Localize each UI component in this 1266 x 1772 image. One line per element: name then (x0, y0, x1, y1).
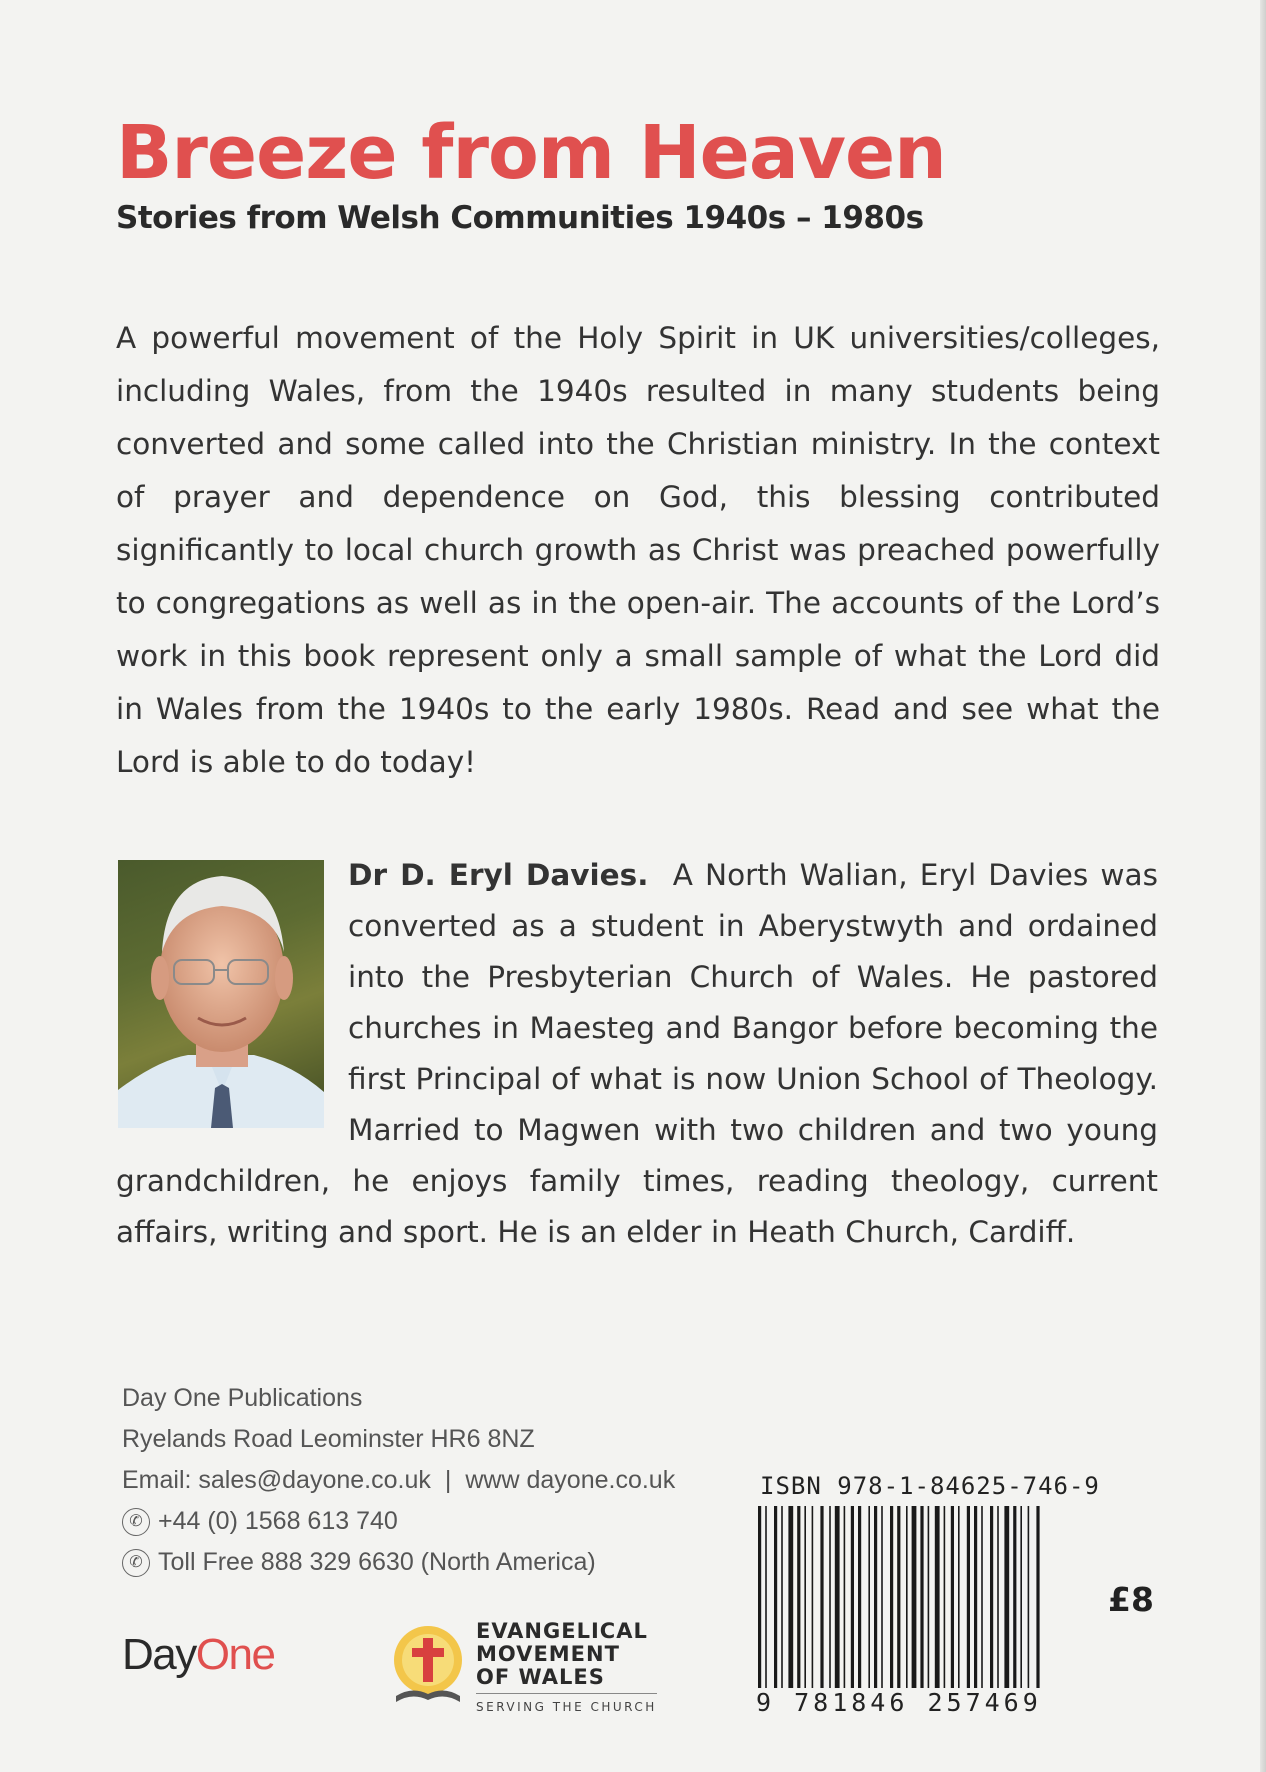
cover-edge (1260, 0, 1266, 1772)
separator: | (444, 1466, 452, 1494)
barcode-bar (788, 1506, 793, 1688)
barcode-bar (1004, 1506, 1009, 1688)
book-title: Breeze from Heaven (116, 110, 946, 196)
emw-line2: MOVEMENT (476, 1642, 620, 1666)
barcode-bar (812, 1506, 814, 1688)
publisher-name: Day One Publications (122, 1384, 363, 1412)
emw-line1: EVANGELICAL (476, 1619, 648, 1643)
publisher-address: Ryelands Road Leominster HR6 8NZ (122, 1425, 535, 1453)
barcode-bar (951, 1506, 954, 1688)
telephone-icon: ✆ (122, 1508, 150, 1536)
isbn: ISBN 978-1-84625-746-9 (760, 1472, 1100, 1500)
publisher-phone-row (122, 1501, 675, 1542)
author-bio-block (116, 850, 1158, 1258)
barcode-bar (912, 1506, 917, 1688)
barcode-bar (758, 1506, 761, 1704)
barcode-bar (906, 1506, 908, 1688)
barcode-bar (997, 1506, 999, 1688)
barcode-bar (974, 1506, 977, 1688)
barcode-bar (835, 1506, 840, 1688)
barcode-bar (820, 1506, 823, 1688)
barcode-bar (1028, 1506, 1030, 1688)
barcode-bar (935, 1506, 940, 1688)
publisher-tollfree-row (122, 1542, 675, 1583)
price: £8 (1108, 1580, 1154, 1619)
barcode-bar (990, 1506, 993, 1688)
barcode-bar (920, 1506, 923, 1688)
barcode-bar (958, 1506, 960, 1704)
barcode-bar (890, 1506, 893, 1688)
barcode-bar (981, 1506, 983, 1688)
barcode-bar (928, 1506, 930, 1688)
barcode-bar (774, 1506, 777, 1688)
barcode-bar (804, 1506, 806, 1688)
author-bio: A North Walian, Eryl Davies was converted as a student in Aberystwyth and ordained into the Presbyterian Church of Wales. He pastored churches in Maesteg and Bangor before becoming the first Principal of what is now Union School of Theology. Married to Magwen with two children and two young grandchildren, he enjoys family times, reading theology, current affairs, writing and sport. He is an elder in Heath Church, Cardiff. (116, 858, 1158, 1249)
barcode-bar (851, 1506, 854, 1688)
barcode (754, 1506, 1044, 1706)
publisher-online (122, 1460, 675, 1501)
barcode-bar (874, 1506, 877, 1688)
barcode-bar (858, 1506, 861, 1688)
barcode-bar (1020, 1506, 1022, 1688)
publisher-phone: +44 (0) 1568 613 740 (158, 1507, 398, 1535)
barcode-bar (844, 1506, 846, 1688)
barcode-bar (897, 1506, 900, 1688)
barcode-bar (868, 1506, 870, 1688)
publisher-tollfree: Toll Free 888 329 6630 (North America) (158, 1548, 596, 1576)
barcode-bar (944, 1506, 946, 1688)
emw-line3: OF WALES (476, 1665, 605, 1689)
dayone-logo: DayOne (122, 1630, 275, 1679)
barcode-digits: 9 781846 257469 (752, 1688, 1046, 1717)
emw-logo-text (476, 1620, 657, 1719)
author-name: Dr D. Eryl Davies. (348, 858, 649, 892)
barcode-bar (881, 1506, 883, 1688)
barcode-bar (1013, 1506, 1016, 1688)
barcode-bar (781, 1506, 783, 1688)
barcode-bar (1036, 1506, 1039, 1704)
publisher-email: Email: sales@dayone.co.uk (122, 1466, 431, 1494)
barcode-bar (765, 1506, 767, 1704)
barcode-bar (967, 1506, 970, 1688)
telephone-icon: ✆ (122, 1549, 150, 1577)
publisher-website: www dayone.co.uk (465, 1466, 676, 1494)
barcode-bar (797, 1506, 800, 1688)
emw-tagline: SERVING THE CHURCH (476, 1693, 657, 1719)
book-blurb: A powerful movement of the Holy Spirit in UK universities/colleges, including Wales, from the 1940s resulted in many students being converted and some called into the Christian ministry. In the context of prayer and dependence on God, this blessing contributed significantly to local church growth as Christ was preached powerfully to congregations as well as in the open-air. The accounts of the Lord’s work in this book represent only a small sample of what the Lord did in Wales from the 1940s to the early 1980s. Read and see what the Lord is able to do today! (116, 321, 1160, 779)
publisher-contact (122, 1378, 675, 1583)
book-subtitle: Stories from Welsh Communities 1940s – 1980s (116, 200, 924, 236)
barcode-bar (829, 1506, 831, 1688)
